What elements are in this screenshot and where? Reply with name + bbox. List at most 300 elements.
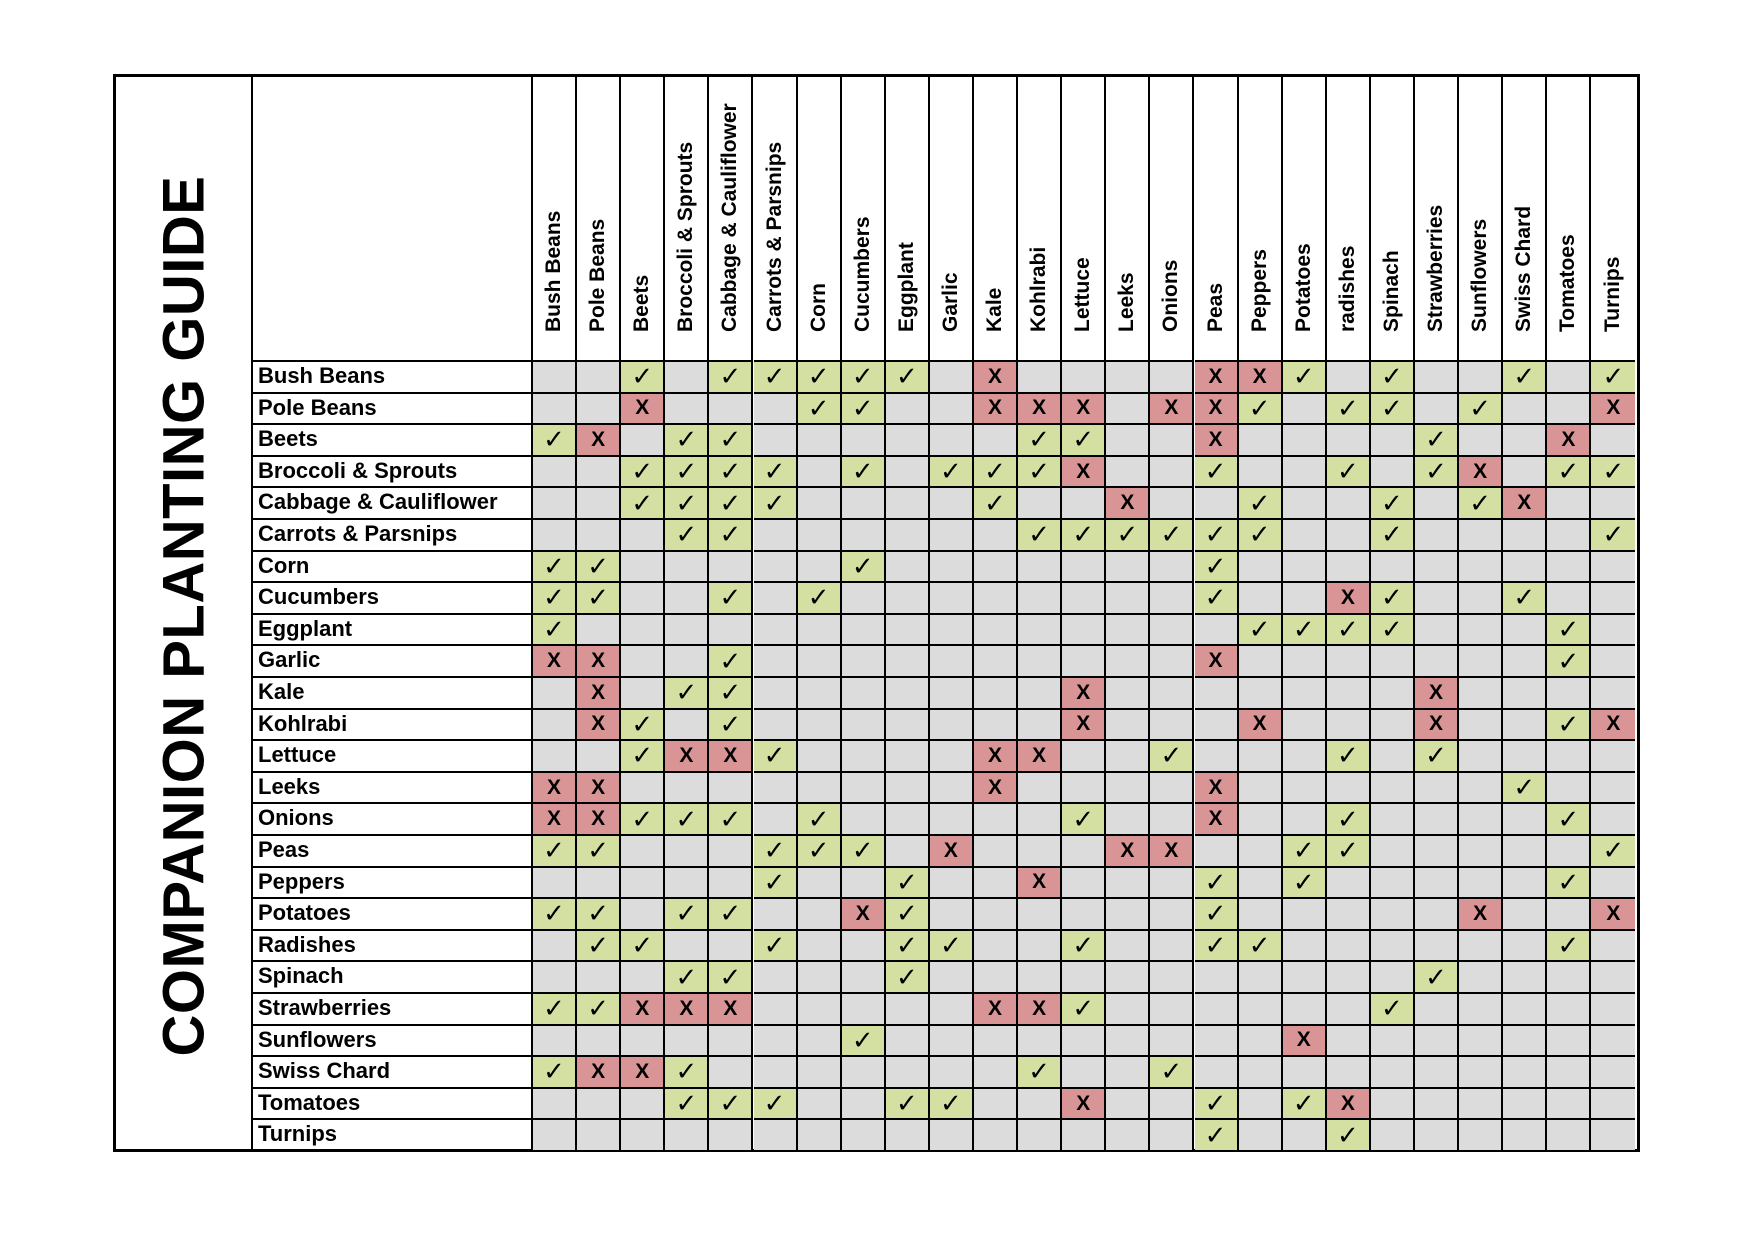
- good-companion-cell: [1195, 550, 1239, 582]
- good-companion-cell: [842, 834, 886, 866]
- empty-cell: [665, 834, 709, 866]
- check-mark: ✓: [851, 361, 874, 392]
- empty-cell: [1459, 423, 1503, 455]
- check-mark: ✓: [895, 961, 918, 992]
- check-mark: ✓: [1557, 803, 1580, 834]
- good-companion-cell: [798, 581, 842, 613]
- empty-cell: [842, 992, 886, 1024]
- empty-cell: [1459, 771, 1503, 803]
- empty-cell: [577, 455, 621, 487]
- empty-cell: [1195, 739, 1239, 771]
- empty-cell: [1018, 771, 1062, 803]
- empty-cell: [886, 644, 930, 676]
- x-mark: X: [1032, 396, 1047, 420]
- x-mark: X: [988, 364, 1003, 388]
- good-companion-cell: [1062, 518, 1106, 550]
- x-mark: X: [1032, 743, 1047, 767]
- empty-cell: [930, 550, 974, 582]
- empty-cell: [754, 1118, 798, 1150]
- check-mark: ✓: [1248, 392, 1271, 423]
- empty-cell: [798, 613, 842, 645]
- empty-cell: [1062, 1024, 1106, 1056]
- empty-cell: [1239, 676, 1283, 708]
- good-companion-cell: [1150, 1055, 1194, 1087]
- empty-cell: [709, 392, 753, 424]
- good-companion-cell: [577, 992, 621, 1024]
- header-corner: [251, 77, 533, 360]
- empty-cell: [842, 739, 886, 771]
- check-mark: ✓: [1160, 519, 1183, 550]
- empty-cell: [1371, 897, 1415, 929]
- x-mark: X: [1076, 712, 1091, 736]
- row-label-kohlrabi: Kohlrabi: [253, 708, 533, 740]
- empty-cell: [533, 708, 577, 740]
- empty-cell: [709, 613, 753, 645]
- check-mark: ✓: [543, 1056, 565, 1087]
- empty-cell: [1591, 423, 1635, 455]
- empty-cell: [621, 644, 665, 676]
- x-mark: X: [1208, 364, 1223, 388]
- empty-cell: [754, 644, 798, 676]
- empty-cell: [1062, 1055, 1106, 1087]
- good-companion-cell: [665, 455, 709, 487]
- x-mark: X: [1076, 459, 1091, 483]
- row-label-pole-beans: Pole Beans: [253, 392, 533, 424]
- good-companion-cell: [1547, 455, 1591, 487]
- check-mark: ✓: [1381, 519, 1403, 550]
- column-header-label: Turnips: [1601, 256, 1625, 332]
- companion-planting-table: [113, 74, 1640, 1152]
- check-mark: ✓: [543, 993, 565, 1024]
- column-header-beets: [621, 77, 665, 360]
- good-companion-cell: [1195, 897, 1239, 929]
- empty-cell: [1459, 644, 1503, 676]
- column-header-leeks: [1106, 77, 1150, 360]
- empty-cell: [577, 486, 621, 518]
- empty-cell: [974, 1055, 1018, 1087]
- check-mark: ✓: [675, 487, 698, 518]
- x-mark: X: [1032, 870, 1047, 894]
- empty-cell: [1503, 1024, 1547, 1056]
- check-mark: ✓: [675, 677, 698, 708]
- column-header-label: Bush Beans: [542, 210, 566, 332]
- good-companion-cell: [1591, 455, 1635, 487]
- check-mark: ✓: [719, 803, 742, 834]
- empty-cell: [1239, 960, 1283, 992]
- empty-cell: [1459, 676, 1503, 708]
- empty-cell: [1591, 486, 1635, 518]
- empty-cell: [709, 1055, 753, 1087]
- x-mark: X: [943, 838, 958, 862]
- empty-cell: [1106, 802, 1150, 834]
- empty-cell: [974, 929, 1018, 961]
- x-mark: X: [988, 775, 1003, 799]
- check-mark: ✓: [1028, 1056, 1051, 1087]
- bad-companion-cell: [1150, 834, 1194, 866]
- check-mark: ✓: [1204, 519, 1227, 550]
- check-mark: ✓: [719, 456, 742, 487]
- bad-companion-cell: [974, 771, 1018, 803]
- empty-cell: [1371, 1024, 1415, 1056]
- empty-cell: [621, 518, 665, 550]
- empty-cell: [577, 1087, 621, 1119]
- bad-companion-cell: [577, 423, 621, 455]
- good-companion-cell: [1239, 929, 1283, 961]
- check-mark: ✓: [940, 1088, 962, 1119]
- empty-cell: [886, 992, 930, 1024]
- check-mark: ✓: [719, 677, 742, 708]
- row-label-sunflowers: Sunflowers: [253, 1024, 533, 1056]
- row-label-onions: Onions: [253, 802, 533, 834]
- empty-cell: [1503, 739, 1547, 771]
- bad-companion-cell: [974, 992, 1018, 1024]
- good-companion-cell: [754, 834, 798, 866]
- empty-cell: [1503, 676, 1547, 708]
- column-header-carrots-and-parsnips: [754, 77, 798, 360]
- empty-cell: [1106, 897, 1150, 929]
- check-mark: ✓: [763, 740, 786, 771]
- empty-cell: [930, 802, 974, 834]
- empty-cell: [1150, 960, 1194, 992]
- good-companion-cell: [577, 550, 621, 582]
- good-companion-cell: [754, 929, 798, 961]
- row-label-tomatoes: Tomatoes: [253, 1087, 533, 1119]
- good-companion-cell: [1018, 455, 1062, 487]
- check-mark: ✓: [763, 866, 786, 897]
- empty-cell: [1591, 550, 1635, 582]
- x-mark: X: [635, 1059, 650, 1083]
- good-companion-cell: [1195, 866, 1239, 898]
- good-companion-cell: [533, 613, 577, 645]
- x-mark: X: [547, 807, 562, 831]
- good-companion-cell: [709, 581, 753, 613]
- column-header-bush-beans: [533, 77, 577, 360]
- bad-companion-cell: [1150, 392, 1194, 424]
- empty-cell: [1591, 676, 1635, 708]
- empty-cell: [1327, 771, 1371, 803]
- empty-cell: [1062, 739, 1106, 771]
- empty-cell: [1239, 423, 1283, 455]
- empty-cell: [1150, 1087, 1194, 1119]
- empty-cell: [1150, 802, 1194, 834]
- empty-cell: [886, 613, 930, 645]
- check-mark: ✓: [1336, 392, 1359, 423]
- good-companion-cell: [709, 676, 753, 708]
- good-companion-cell: [930, 1087, 974, 1119]
- check-mark: ✓: [631, 930, 654, 961]
- empty-cell: [1106, 550, 1150, 582]
- check-mark: ✓: [940, 456, 962, 487]
- bad-companion-cell: [1106, 486, 1150, 518]
- empty-cell: [1150, 708, 1194, 740]
- good-companion-cell: [1371, 992, 1415, 1024]
- column-header-label: Eggplant: [894, 242, 918, 332]
- empty-cell: [1062, 834, 1106, 866]
- bad-companion-cell: [1062, 708, 1106, 740]
- empty-cell: [842, 1055, 886, 1087]
- bad-companion-cell: [577, 676, 621, 708]
- empty-cell: [1150, 550, 1194, 582]
- empty-cell: [754, 708, 798, 740]
- empty-cell: [1503, 550, 1547, 582]
- x-mark: X: [1076, 680, 1091, 704]
- column-header-peas: [1195, 77, 1239, 360]
- check-mark: ✓: [587, 582, 610, 613]
- bad-companion-cell: [1018, 866, 1062, 898]
- bad-companion-cell: [1327, 1087, 1371, 1119]
- check-mark: ✓: [1557, 614, 1580, 645]
- empty-cell: [842, 866, 886, 898]
- column-header-label: radishes: [1335, 245, 1359, 332]
- empty-cell: [1503, 613, 1547, 645]
- good-companion-cell: [1459, 486, 1503, 518]
- x-mark: X: [591, 775, 606, 799]
- good-companion-cell: [1371, 360, 1415, 392]
- empty-cell: [577, 866, 621, 898]
- x-mark: X: [1076, 1091, 1091, 1115]
- empty-cell: [1547, 676, 1591, 708]
- good-companion-cell: [1195, 1087, 1239, 1119]
- x-mark: X: [855, 901, 870, 925]
- good-companion-cell: [1415, 960, 1459, 992]
- empty-cell: [842, 423, 886, 455]
- bad-companion-cell: [1195, 802, 1239, 834]
- good-companion-cell: [1239, 518, 1283, 550]
- good-companion-cell: [754, 739, 798, 771]
- check-mark: ✓: [763, 487, 786, 518]
- bad-companion-cell: [1239, 708, 1283, 740]
- empty-cell: [974, 518, 1018, 550]
- good-companion-cell: [1371, 613, 1415, 645]
- row-label-bush-beans: Bush Beans: [253, 360, 533, 392]
- bad-companion-cell: [1195, 360, 1239, 392]
- empty-cell: [1591, 960, 1635, 992]
- x-mark: X: [547, 775, 562, 799]
- good-companion-cell: [665, 897, 709, 929]
- empty-cell: [1503, 992, 1547, 1024]
- empty-cell: [1459, 1024, 1503, 1056]
- empty-cell: [1106, 423, 1150, 455]
- empty-cell: [974, 897, 1018, 929]
- row-label-spinach: Spinach: [253, 960, 533, 992]
- good-companion-cell: [709, 486, 753, 518]
- empty-cell: [1547, 486, 1591, 518]
- bad-companion-cell: [1018, 992, 1062, 1024]
- title-column: [116, 77, 253, 1149]
- empty-cell: [1283, 1055, 1327, 1087]
- empty-cell: [1150, 929, 1194, 961]
- column-header-kale: [974, 77, 1018, 360]
- check-mark: ✓: [1248, 930, 1271, 961]
- empty-cell: [1283, 550, 1327, 582]
- x-mark: X: [1076, 396, 1091, 420]
- column-header-label: Peppers: [1247, 249, 1271, 332]
- empty-cell: [1327, 708, 1371, 740]
- check-mark: ✓: [675, 1056, 698, 1087]
- empty-cell: [974, 1118, 1018, 1150]
- good-companion-cell: [974, 455, 1018, 487]
- empty-cell: [1371, 739, 1415, 771]
- bad-companion-cell: [1283, 1024, 1327, 1056]
- check-mark: ✓: [675, 456, 698, 487]
- check-mark: ✓: [1557, 456, 1580, 487]
- check-mark: ✓: [543, 614, 565, 645]
- empty-cell: [974, 708, 1018, 740]
- empty-cell: [1371, 771, 1415, 803]
- empty-cell: [974, 581, 1018, 613]
- empty-cell: [1018, 1118, 1062, 1150]
- good-companion-cell: [1415, 739, 1459, 771]
- good-companion-cell: [1591, 834, 1635, 866]
- x-mark: X: [591, 427, 606, 451]
- empty-cell: [533, 486, 577, 518]
- row-label-cucumbers: Cucumbers: [253, 581, 533, 613]
- check-mark: ✓: [1292, 1088, 1315, 1119]
- check-mark: ✓: [1336, 1119, 1359, 1150]
- check-mark: ✓: [1248, 614, 1271, 645]
- empty-cell: [842, 1087, 886, 1119]
- good-companion-cell: [1547, 708, 1591, 740]
- empty-cell: [930, 423, 974, 455]
- empty-cell: [1018, 834, 1062, 866]
- column-header-potatoes: [1283, 77, 1327, 360]
- good-companion-cell: [1283, 834, 1327, 866]
- check-mark: ✓: [1381, 361, 1403, 392]
- check-mark: ✓: [719, 582, 742, 613]
- column-header-tomatoes: [1547, 77, 1591, 360]
- check-mark: ✓: [631, 456, 654, 487]
- empty-cell: [1195, 960, 1239, 992]
- bad-companion-cell: [577, 1055, 621, 1087]
- empty-cell: [1415, 550, 1459, 582]
- empty-cell: [621, 1024, 665, 1056]
- empty-cell: [1239, 802, 1283, 834]
- empty-cell: [621, 866, 665, 898]
- row-label-kale: Kale: [253, 676, 533, 708]
- good-companion-cell: [1195, 929, 1239, 961]
- good-companion-cell: [842, 360, 886, 392]
- good-companion-cell: [1283, 613, 1327, 645]
- empty-cell: [886, 739, 930, 771]
- column-header-label: Sunflowers: [1468, 218, 1492, 332]
- good-companion-cell: [709, 897, 753, 929]
- empty-cell: [1283, 518, 1327, 550]
- check-mark: ✓: [1204, 1119, 1227, 1150]
- column-header-pole-beans: [577, 77, 621, 360]
- column-header-label: Kale: [983, 287, 1007, 332]
- good-companion-cell: [1327, 1118, 1371, 1150]
- empty-cell: [930, 708, 974, 740]
- empty-cell: [1371, 455, 1415, 487]
- good-companion-cell: [754, 455, 798, 487]
- x-mark: X: [679, 996, 694, 1020]
- empty-cell: [1018, 897, 1062, 929]
- empty-cell: [1239, 644, 1283, 676]
- empty-cell: [533, 866, 577, 898]
- column-header-label: Garlic: [938, 272, 962, 332]
- empty-cell: [930, 676, 974, 708]
- good-companion-cell: [1371, 486, 1415, 518]
- good-companion-cell: [1547, 929, 1591, 961]
- empty-cell: [1415, 802, 1459, 834]
- check-mark: ✓: [1513, 772, 1536, 803]
- good-companion-cell: [1327, 802, 1371, 834]
- bad-companion-cell: [1106, 834, 1150, 866]
- empty-cell: [1591, 1024, 1635, 1056]
- row-label-swiss-chard: Swiss Chard: [253, 1055, 533, 1087]
- good-companion-cell: [754, 360, 798, 392]
- empty-cell: [533, 518, 577, 550]
- good-companion-cell: [1239, 392, 1283, 424]
- empty-cell: [798, 1024, 842, 1056]
- empty-cell: [798, 644, 842, 676]
- empty-cell: [1503, 392, 1547, 424]
- good-companion-cell: [1503, 581, 1547, 613]
- bad-companion-cell: [842, 897, 886, 929]
- empty-cell: [1106, 739, 1150, 771]
- x-mark: X: [1340, 1091, 1355, 1115]
- check-mark: ✓: [763, 361, 786, 392]
- empty-cell: [577, 739, 621, 771]
- good-companion-cell: [886, 960, 930, 992]
- good-companion-cell: [1150, 518, 1194, 550]
- empty-cell: [842, 644, 886, 676]
- empty-cell: [886, 518, 930, 550]
- check-mark: ✓: [631, 740, 654, 771]
- empty-cell: [930, 866, 974, 898]
- good-companion-cell: [665, 960, 709, 992]
- empty-cell: [754, 802, 798, 834]
- check-mark: ✓: [631, 487, 654, 518]
- row-label-lettuce: Lettuce: [253, 739, 533, 771]
- check-mark: ✓: [1204, 898, 1227, 929]
- empty-cell: [930, 992, 974, 1024]
- empty-cell: [577, 392, 621, 424]
- good-companion-cell: [533, 992, 577, 1024]
- row-label-potatoes: Potatoes: [253, 897, 533, 929]
- good-companion-cell: [798, 834, 842, 866]
- empty-cell: [1150, 992, 1194, 1024]
- check-mark: ✓: [543, 550, 565, 581]
- empty-cell: [621, 834, 665, 866]
- empty-cell: [577, 613, 621, 645]
- empty-cell: [1283, 802, 1327, 834]
- column-header-label: Onions: [1159, 259, 1183, 332]
- empty-cell: [533, 676, 577, 708]
- empty-cell: [1195, 708, 1239, 740]
- empty-cell: [1415, 1118, 1459, 1150]
- check-mark: ✓: [1425, 424, 1447, 455]
- empty-cell: [665, 644, 709, 676]
- good-companion-cell: [577, 929, 621, 961]
- empty-cell: [754, 992, 798, 1024]
- good-companion-cell: [665, 1055, 709, 1087]
- check-mark: ✓: [1381, 487, 1403, 518]
- check-mark: ✓: [1336, 835, 1359, 866]
- good-companion-cell: [577, 897, 621, 929]
- empty-cell: [930, 1024, 974, 1056]
- empty-cell: [886, 550, 930, 582]
- row-label-broccoli-and-sprouts: Broccoli & Sprouts: [253, 455, 533, 487]
- empty-cell: [886, 1055, 930, 1087]
- empty-cell: [1415, 360, 1459, 392]
- x-mark: X: [591, 1059, 606, 1083]
- good-companion-cell: [709, 1087, 753, 1119]
- check-mark: ✓: [763, 835, 786, 866]
- bad-companion-cell: [1459, 897, 1503, 929]
- column-header-onions: [1150, 77, 1194, 360]
- empty-cell: [665, 1024, 709, 1056]
